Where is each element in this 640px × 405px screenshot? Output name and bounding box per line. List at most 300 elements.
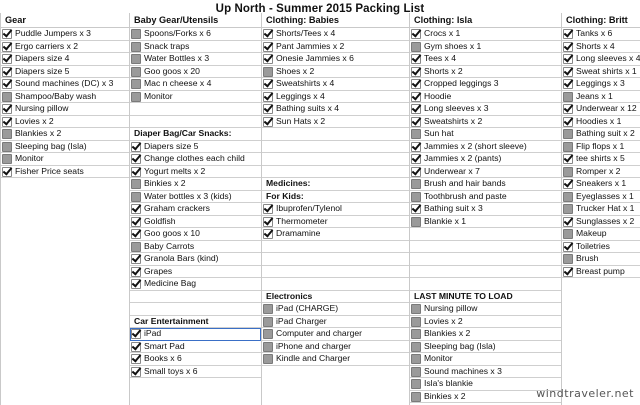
- checkbox-checked[interactable]: [2, 117, 12, 127]
- item-label: Sleeping bag (Isla): [15, 140, 87, 151]
- checkbox-checked[interactable]: [2, 167, 12, 177]
- checkbox-checked[interactable]: [131, 142, 141, 152]
- checklist-item[interactable]: [1, 128, 129, 141]
- checklist-item[interactable]: [562, 66, 640, 79]
- checklist-item[interactable]: [262, 203, 409, 216]
- section-subheading: [262, 291, 409, 304]
- checkbox-checked[interactable]: [131, 229, 141, 239]
- checkbox-checked[interactable]: [563, 267, 573, 277]
- column-clothing-britt: [562, 13, 640, 405]
- item-label: Diapers size 5: [15, 65, 70, 76]
- item-label: Jeans x 1: [576, 90, 613, 101]
- checklist-item[interactable]: [562, 153, 640, 166]
- column-gear: [1, 13, 130, 405]
- checklist-item[interactable]: [410, 341, 561, 354]
- checklist-item[interactable]: [410, 66, 561, 79]
- checkbox-checked[interactable]: [263, 204, 273, 214]
- item-label: Romper x 2: [576, 165, 621, 176]
- item-label: Jammies x 2 (pants): [424, 153, 502, 163]
- checklist-item[interactable]: [562, 41, 640, 54]
- checkbox-checked[interactable]: [131, 217, 141, 227]
- checklist-item[interactable]: [262, 316, 409, 329]
- item-label: Long sleeves x 4: [576, 53, 640, 63]
- checklist-item[interactable]: [562, 191, 640, 204]
- item-label: Sweatshirts x 4: [276, 78, 335, 88]
- checklist-item[interactable]: [410, 328, 561, 341]
- checklist-item[interactable]: [262, 53, 409, 66]
- column-baby-gear-utensils: [130, 13, 262, 405]
- page-title: Up North - Summer 2015 Packing List: [215, 3, 425, 15]
- checkbox-unchecked[interactable]: [563, 192, 573, 202]
- checkbox-unchecked[interactable]: [2, 129, 12, 139]
- checklist-item[interactable]: [130, 366, 261, 379]
- checkbox-checked[interactable]: [411, 117, 421, 127]
- item-label: Bathing suit x 2: [576, 128, 635, 138]
- checkbox-unchecked[interactable]: [131, 42, 141, 52]
- checkbox-unchecked[interactable]: [131, 54, 141, 64]
- item-label: Sweat shirts x 1: [576, 65, 637, 76]
- checklist-item[interactable]: [562, 178, 640, 191]
- checkbox-checked[interactable]: [131, 367, 141, 377]
- checklist-item[interactable]: [562, 141, 640, 154]
- checkbox-checked[interactable]: [263, 104, 273, 114]
- checkbox-checked[interactable]: [411, 104, 421, 114]
- checklist-item[interactable]: [130, 141, 261, 154]
- checklist-item[interactable]: [130, 41, 261, 54]
- item-label: Sunglasses x 2: [576, 215, 635, 226]
- item-label: Diapers size 5: [144, 140, 199, 151]
- checklist-item[interactable]: [562, 103, 640, 116]
- checkbox-unchecked[interactable]: [411, 129, 421, 139]
- checklist-item[interactable]: [410, 303, 561, 316]
- checklist-item[interactable]: [410, 128, 561, 141]
- item-label: Sound machines (DC) x 3: [15, 78, 114, 88]
- checklist-item[interactable]: [130, 266, 261, 279]
- checkbox-checked[interactable]: [263, 117, 273, 127]
- checklist-item[interactable]: [410, 353, 561, 366]
- checklist-item[interactable]: [130, 78, 261, 91]
- empty-row: [410, 266, 561, 279]
- item-label: Granola Bars (kind): [144, 253, 219, 263]
- checkbox-unchecked[interactable]: [411, 304, 421, 314]
- checklist-item[interactable]: [1, 53, 129, 66]
- item-label: Goo goos x 20: [144, 65, 200, 76]
- checklist-item[interactable]: [562, 241, 640, 254]
- item-label: Eyeglasses x 1: [576, 190, 634, 201]
- checkbox-checked[interactable]: [563, 242, 573, 252]
- checkbox-checked[interactable]: [263, 229, 273, 239]
- checklist-item[interactable]: [1, 103, 129, 116]
- checkbox-unchecked[interactable]: [131, 67, 141, 77]
- empty-row: [130, 116, 261, 129]
- item-label: Computer and charger: [276, 328, 362, 338]
- item-label: Monitor: [15, 153, 44, 163]
- item-label: Water Bottles x 3: [144, 53, 210, 63]
- checklist-item[interactable]: [410, 191, 561, 204]
- checklist-item[interactable]: [410, 166, 561, 179]
- checkbox-unchecked[interactable]: [131, 192, 141, 202]
- checklist-item[interactable]: [410, 153, 561, 166]
- checklist-item[interactable]: [262, 91, 409, 104]
- checklist-item[interactable]: [562, 228, 640, 241]
- empty-row: [262, 166, 409, 179]
- item-label: Underwear x 12: [576, 103, 637, 113]
- item-label: Trucker Hat x 1: [576, 203, 635, 213]
- section-subheading: [262, 178, 409, 191]
- item-label: Baby Carrots: [144, 240, 195, 251]
- empty-row: [410, 241, 561, 254]
- item-label: Leggings x 4: [276, 90, 325, 101]
- empty-row: [410, 253, 561, 266]
- checkbox-checked[interactable]: [131, 167, 141, 177]
- checklist-item[interactable]: [1, 28, 129, 41]
- checkbox-unchecked[interactable]: [563, 229, 573, 239]
- item-label: Small toys x 6: [144, 365, 198, 376]
- checklist-item[interactable]: [410, 116, 561, 129]
- item-label: Shorts x 2: [424, 65, 463, 76]
- checkbox-checked[interactable]: [411, 67, 421, 77]
- item-label: Toothbrush and paste: [424, 190, 507, 201]
- item-label: Puddle Jumpers x 3: [15, 28, 91, 38]
- checklist-item[interactable]: [130, 166, 261, 179]
- checklist-item[interactable]: [1, 41, 129, 54]
- item-label: Breast pump: [576, 265, 625, 276]
- checkbox-unchecked[interactable]: [411, 192, 421, 202]
- item-label: Mac n cheese x 4: [144, 78, 212, 88]
- checkbox-unchecked[interactable]: [131, 79, 141, 89]
- item-label: Sun hat: [424, 128, 454, 138]
- checkbox-unchecked[interactable]: [411, 42, 421, 52]
- checkbox-checked[interactable]: [563, 79, 573, 89]
- checklist-item[interactable]: [410, 141, 561, 154]
- checkbox-checked[interactable]: [131, 154, 141, 164]
- item-label: Kindle and Charger: [276, 353, 351, 363]
- item-label: Flip flops x 1: [576, 140, 625, 151]
- item-label: Shampoo/Baby wash: [15, 90, 97, 101]
- checklist-item[interactable]: [130, 241, 261, 254]
- item-label: Monitor: [144, 90, 173, 101]
- checkbox-checked[interactable]: [411, 142, 421, 152]
- checklist-item[interactable]: [130, 203, 261, 216]
- checklist-item[interactable]: [410, 28, 561, 41]
- checkbox-checked[interactable]: [2, 67, 12, 77]
- checkbox-unchecked[interactable]: [2, 142, 12, 152]
- item-label: Nursing pillow: [424, 303, 478, 313]
- checkbox-checked[interactable]: [263, 29, 273, 39]
- checklist-item[interactable]: [562, 28, 640, 41]
- item-label: Lovies x 2: [15, 115, 54, 126]
- checkbox-checked[interactable]: [563, 29, 573, 39]
- checklist-item[interactable]: [410, 103, 561, 116]
- checkbox-checked[interactable]: [2, 79, 12, 89]
- checkbox-unchecked[interactable]: [411, 392, 421, 402]
- checkbox-checked[interactable]: [2, 42, 12, 52]
- checkbox-unchecked[interactable]: [411, 379, 421, 389]
- column-clothing-babies: [262, 13, 410, 405]
- empty-row: [410, 278, 561, 291]
- checkbox-unchecked[interactable]: [411, 179, 421, 189]
- checklist-item[interactable]: [562, 216, 640, 229]
- column-header: Gear: [1, 13, 129, 28]
- checklist-item[interactable]: [410, 91, 561, 104]
- checkbox-checked[interactable]: [2, 104, 12, 114]
- checkbox-checked[interactable]: [131, 267, 141, 277]
- checklist-item[interactable]: [410, 203, 561, 216]
- item-label: Diapers size 4: [15, 53, 70, 63]
- checklist-item[interactable]: [1, 141, 129, 154]
- checkbox-checked[interactable]: [563, 67, 573, 77]
- item-label: Bathing suit x 3: [424, 203, 483, 213]
- checkbox-checked[interactable]: [411, 92, 421, 102]
- checklist-item[interactable]: [562, 91, 640, 104]
- checkbox-unchecked[interactable]: [263, 67, 273, 77]
- item-label: Ergo carriers x 2: [15, 40, 79, 51]
- empty-row: [262, 253, 409, 266]
- item-label: Yogurt melts x 2: [144, 165, 206, 176]
- item-label: Brush and hair bands: [424, 178, 506, 188]
- item-label: Dramamine: [276, 228, 321, 238]
- subheading-label: LAST MINUTE TO LOAD: [414, 290, 513, 301]
- item-label: iPad: [144, 328, 162, 338]
- checklist-item[interactable]: [130, 191, 261, 204]
- item-label: Goo goos x 10: [144, 228, 200, 238]
- checklist-item[interactable]: [562, 266, 640, 279]
- checklist-item[interactable]: [410, 316, 561, 329]
- empty-row: [130, 103, 261, 116]
- checklist-item[interactable]: [1, 66, 129, 79]
- checklist-item[interactable]: [262, 216, 409, 229]
- item-label: Medicine Bag: [144, 278, 197, 288]
- item-label: Sneakers x 1: [576, 178, 627, 188]
- checklist-item[interactable]: [130, 328, 261, 341]
- section-subheading: [130, 128, 261, 141]
- checkbox-unchecked[interactable]: [563, 142, 573, 152]
- checklist-item[interactable]: [262, 353, 409, 366]
- checklist-item[interactable]: [130, 353, 261, 366]
- checkbox-checked[interactable]: [411, 54, 421, 64]
- checkbox-checked[interactable]: [131, 254, 141, 264]
- checklist-item[interactable]: [410, 53, 561, 66]
- subheading-label: Diaper Bag/Car Snacks:: [134, 128, 232, 138]
- checklist-item[interactable]: [262, 328, 409, 341]
- checkbox-checked[interactable]: [263, 79, 273, 89]
- checklist-item[interactable]: [1, 78, 129, 91]
- item-label: Lovies x 2: [424, 315, 463, 326]
- item-label: Ibuprofen/Tylenol: [276, 203, 342, 213]
- item-label: Bathing suits x 4: [276, 103, 340, 113]
- checkbox-unchecked[interactable]: [131, 92, 141, 102]
- checkbox-checked[interactable]: [131, 329, 141, 339]
- checkbox-checked[interactable]: [563, 179, 573, 189]
- item-label: Sleeping bag (Isla): [424, 340, 496, 351]
- checkbox-unchecked[interactable]: [131, 29, 141, 39]
- checkbox-unchecked[interactable]: [2, 154, 12, 164]
- checklist-item[interactable]: [410, 366, 561, 379]
- checklist-item[interactable]: [262, 78, 409, 91]
- item-label: tee shirts x 5: [576, 153, 625, 163]
- item-label: Tanks x 6: [576, 28, 613, 38]
- item-label: Sound machines x 3: [424, 365, 502, 376]
- empty-row: [262, 141, 409, 154]
- item-label: Pant Jammies x 2: [276, 40, 345, 51]
- checkbox-unchecked[interactable]: [263, 354, 273, 364]
- checklist-item[interactable]: [410, 216, 561, 229]
- empty-row: [262, 278, 409, 291]
- checklist-item[interactable]: [130, 178, 261, 191]
- item-label: Shorts x 4: [576, 40, 615, 51]
- item-label: Sweatshirts x 2: [424, 115, 483, 126]
- item-label: Brush: [576, 253, 599, 263]
- column-header: Clothing: Britt: [562, 13, 640, 28]
- checklist-item[interactable]: [130, 253, 261, 266]
- subheading-label: Medicines:: [266, 178, 311, 188]
- checkbox-checked[interactable]: [263, 42, 273, 52]
- checklist-item[interactable]: [262, 103, 409, 116]
- checkbox-unchecked[interactable]: [411, 317, 421, 327]
- checkbox-checked[interactable]: [131, 342, 141, 352]
- checklist-item[interactable]: [1, 153, 129, 166]
- item-label: Shoes x 2: [276, 65, 315, 76]
- checklist-item[interactable]: [262, 303, 409, 316]
- empty-row: [262, 153, 409, 166]
- checklist-item[interactable]: [562, 253, 640, 266]
- item-label: Jammies x 2 (short sleeve): [424, 140, 527, 151]
- checklist-item[interactable]: [130, 91, 261, 104]
- checkbox-checked[interactable]: [263, 54, 273, 64]
- checkbox-unchecked[interactable]: [411, 354, 421, 364]
- checkbox-checked[interactable]: [563, 154, 573, 164]
- checklist-item[interactable]: [562, 53, 640, 66]
- checkbox-unchecked[interactable]: [2, 92, 12, 102]
- checkbox-checked[interactable]: [563, 217, 573, 227]
- item-label: Gym shoes x 1: [424, 40, 482, 51]
- item-label: Monitor: [424, 353, 453, 363]
- checklist-item[interactable]: [410, 78, 561, 91]
- checklist-item[interactable]: [130, 228, 261, 241]
- checklist-item[interactable]: [130, 278, 261, 291]
- item-label: Graham crackers: [144, 203, 210, 213]
- checklist-item[interactable]: [410, 178, 561, 191]
- checkbox-checked[interactable]: [563, 42, 573, 52]
- checkbox-checked[interactable]: [411, 167, 421, 177]
- checkbox-unchecked[interactable]: [411, 217, 421, 227]
- checkbox-checked[interactable]: [411, 204, 421, 214]
- checkbox-checked[interactable]: [563, 54, 573, 64]
- item-label: Grapes: [144, 265, 173, 276]
- checklist-item[interactable]: [410, 41, 561, 54]
- item-label: Blankies x 2: [15, 128, 62, 138]
- checkbox-checked[interactable]: [131, 279, 141, 289]
- checkbox-unchecked[interactable]: [263, 317, 273, 327]
- checklist-item[interactable]: [562, 78, 640, 91]
- checklist-item[interactable]: [262, 66, 409, 79]
- checklist-item[interactable]: [1, 91, 129, 104]
- checkbox-checked[interactable]: [2, 29, 12, 39]
- checklist-item[interactable]: [262, 41, 409, 54]
- item-label: Change clothes each child: [144, 153, 245, 163]
- checklist-item[interactable]: [130, 53, 261, 66]
- checklist-item[interactable]: [262, 228, 409, 241]
- item-label: Blankies x 2: [424, 328, 471, 338]
- checkbox-unchecked[interactable]: [263, 304, 273, 314]
- checkbox-checked[interactable]: [411, 29, 421, 39]
- empty-row: [130, 303, 261, 316]
- checklist-item[interactable]: [262, 116, 409, 129]
- checkbox-unchecked[interactable]: [563, 129, 573, 139]
- empty-row: [130, 291, 261, 304]
- item-label: Onesie Jammies x 6: [276, 53, 354, 63]
- item-label: Books x 6: [144, 353, 182, 363]
- item-label: Thermometer: [276, 215, 328, 226]
- column-header: Clothing: Babies: [262, 13, 409, 28]
- item-label: Water bottles x 3 (kids): [144, 190, 232, 201]
- checklist-item[interactable]: [130, 341, 261, 354]
- watermark: windtraveler.net: [536, 387, 634, 400]
- item-label: Shorts/Tees x 4: [276, 28, 336, 38]
- checkbox-unchecked[interactable]: [563, 254, 573, 264]
- checkbox-unchecked[interactable]: [563, 92, 573, 102]
- item-label: Blankie x 1: [424, 215, 467, 226]
- checklist-item[interactable]: [262, 28, 409, 41]
- checkbox-unchecked[interactable]: [411, 367, 421, 377]
- checklist-item[interactable]: [130, 28, 261, 41]
- checklist-item[interactable]: [562, 166, 640, 179]
- item-label: Hoodies x 1: [576, 115, 622, 126]
- checkbox-checked[interactable]: [263, 92, 273, 102]
- checklist-item[interactable]: [562, 128, 640, 141]
- item-label: Nursing pillow: [15, 103, 69, 113]
- item-label: Tees x 4: [424, 53, 457, 63]
- checklist-item[interactable]: [130, 66, 261, 79]
- checkbox-checked[interactable]: [263, 217, 273, 227]
- checkbox-checked[interactable]: [131, 204, 141, 214]
- checklist-item[interactable]: [1, 116, 129, 129]
- item-label: iPad Charger: [276, 315, 327, 326]
- checkbox-unchecked[interactable]: [411, 329, 421, 339]
- checklist-item[interactable]: [562, 203, 640, 216]
- checkbox-checked[interactable]: [131, 354, 141, 364]
- checkbox-checked[interactable]: [411, 154, 421, 164]
- checklist-item[interactable]: [262, 341, 409, 354]
- checkbox-unchecked[interactable]: [411, 342, 421, 352]
- checklist-item[interactable]: [562, 116, 640, 129]
- checkbox-unchecked[interactable]: [263, 329, 273, 339]
- section-subheading: [130, 316, 261, 329]
- section-subheading: [262, 191, 409, 204]
- item-label: Crocs x 1: [424, 28, 461, 38]
- checkbox-unchecked[interactable]: [563, 204, 573, 214]
- checklist-item[interactable]: [1, 166, 129, 179]
- checkbox-unchecked[interactable]: [131, 242, 141, 252]
- checkbox-checked[interactable]: [563, 104, 573, 114]
- checkbox-unchecked[interactable]: [563, 167, 573, 177]
- column-header: Clothing: Isla: [410, 13, 561, 28]
- empty-row: [410, 228, 561, 241]
- subheading-label: Car Entertainment: [134, 315, 209, 326]
- item-label: iPhone and charger: [276, 340, 352, 351]
- empty-row: [262, 266, 409, 279]
- item-label: iPad (CHARGE): [276, 303, 339, 313]
- checkbox-checked[interactable]: [411, 79, 421, 89]
- column-header: Baby Gear/Utensils: [130, 13, 261, 28]
- checklist-item[interactable]: [130, 153, 261, 166]
- checkbox-checked[interactable]: [563, 117, 573, 127]
- checkbox-unchecked[interactable]: [263, 342, 273, 352]
- checkbox-unchecked[interactable]: [131, 179, 141, 189]
- subheading-label: For Kids:: [266, 190, 304, 201]
- checkbox-checked[interactable]: [2, 54, 12, 64]
- checklist-item[interactable]: [130, 216, 261, 229]
